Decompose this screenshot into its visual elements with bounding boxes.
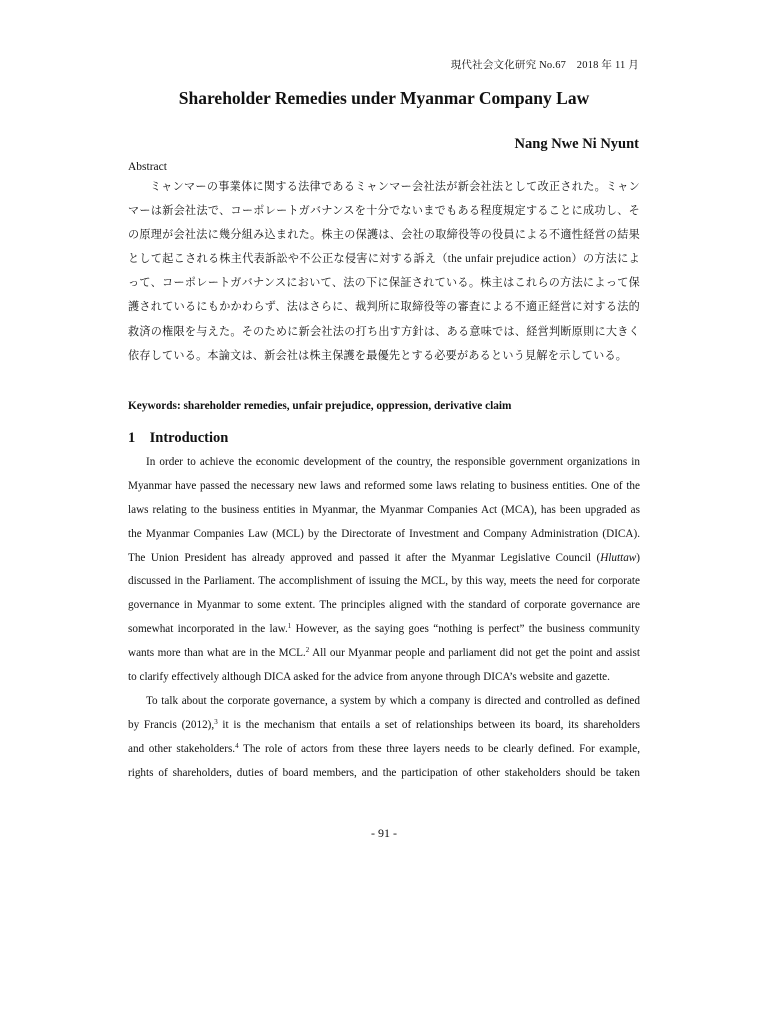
section-heading <box>128 430 228 447</box>
italic-term: Hluttaw <box>600 551 637 564</box>
body-line-text: The role of actors from these three layers needs to be clearly defined. For example, <box>238 742 640 755</box>
body-line-text: All our Myanmar people and parliament did not get the point and assist <box>309 647 640 660</box>
body-line <box>128 714 640 738</box>
keywords-line: Keywords: shareholder remedies, unfair prejudice, oppression, derivative claim <box>128 400 512 412</box>
body-line-text: by Francis (2012), <box>128 718 215 731</box>
body-line <box>128 738 640 762</box>
page-number: - 91 - <box>371 826 397 840</box>
footnote-ref[interactable]: 4 <box>235 741 239 750</box>
abstract-body <box>128 175 640 368</box>
section-title: Introduction <box>149 430 229 446</box>
body-line-text: it is the mechanism that entails a set of relationships between its board, its shareholders <box>217 718 640 731</box>
body-line-text: However, as the saying goes “nothing is perfect” the business community <box>291 623 640 636</box>
body-line <box>128 618 640 642</box>
body-line: governance in Myanmar to some extent. The principles aligned with the standard of corporate governance are <box>128 599 640 612</box>
body-line-text: wants more than what are in the MCL. <box>128 647 306 660</box>
abstract-label: Abstract <box>128 161 167 173</box>
body-line-text: somewhat incorporated in the law. <box>128 623 288 636</box>
footnote-ref[interactable]: 3 <box>214 717 218 726</box>
body-text <box>128 451 640 785</box>
footnote-ref[interactable]: 1 <box>287 622 292 631</box>
body-line-text: The Union President has already approved and passed it after the Myanmar Legislative Council ( <box>128 551 601 564</box>
section-number: 1 <box>128 430 136 446</box>
body-line-text: and other stakeholders. <box>128 742 236 755</box>
running-head: 現代社会文化研究 No.67 2018 年 11 月 <box>450 60 639 71</box>
author-name: Nang Nwe Ni Nyunt <box>514 136 639 152</box>
body-line: discussed in the Parliament. The accomplishment of issuing the MCL, by this way, meets the need for corporate <box>128 575 640 588</box>
abstract-paragraph: ミャンマーの事業体に関する法律であるミャンマー会社法が新会社法として改正された。ミャンマーは新会社法で、コーポレートガバナンスを十分でないまでもある程度規定することに成功し、その原理が会社法に幾分組み込まれた。株主の保護は、会社の取締役等の役員による不適性経営の結果として起こされる株主代表訴訟や不公正な侵害に対する訴え（the unfair prejudice action）の方法によって、コーポレートガバナンスにおいて、法の下に保証されている。株主はこれらの方法によって保護されているにもかかわらず、法はさらに、裁判所に取締役等の審査による不適正経営に対する法的救済の権限を与えた。そのために新会社法の打ち出す方針は、ある意味では、経営判断原則に大きく依存している。本論文は、新会社は株主保護を最優先とする必要があるという見解を示している。 <box>128 181 640 362</box>
body-line-text: ) <box>636 551 640 564</box>
article-title: Shareholder Remedies under Myanmar Company Law <box>178 88 590 108</box>
body-line: rights of shareholders, duties of board members, and the participation of other stakeholders should be taken <box>128 766 640 779</box>
body-line: the Myanmar Companies Law (MCL) by the Directorate of Investment and Company Administration (DICA). <box>128 527 640 540</box>
body-line: To talk about the corporate governance, a system by which a company is directed and controlled as defined <box>146 694 640 707</box>
body-line <box>128 547 640 571</box>
body-line: to clarify effectively although DICA asked for the advice from anyone through DICA’s website and gazette. <box>128 671 610 684</box>
body-line: Myanmar have passed the necessary new laws and reformed some laws relating to business entities. One of the <box>128 479 640 492</box>
body-line: laws relating to the business entities in Myanmar, the Myanmar Companies Act (MCA), has been upgraded as <box>128 503 640 516</box>
footnote-ref[interactable]: 2 <box>305 646 310 655</box>
body-line: In order to achieve the economic development of the country, the responsible government organizations in <box>146 456 640 468</box>
body-line <box>128 642 640 666</box>
